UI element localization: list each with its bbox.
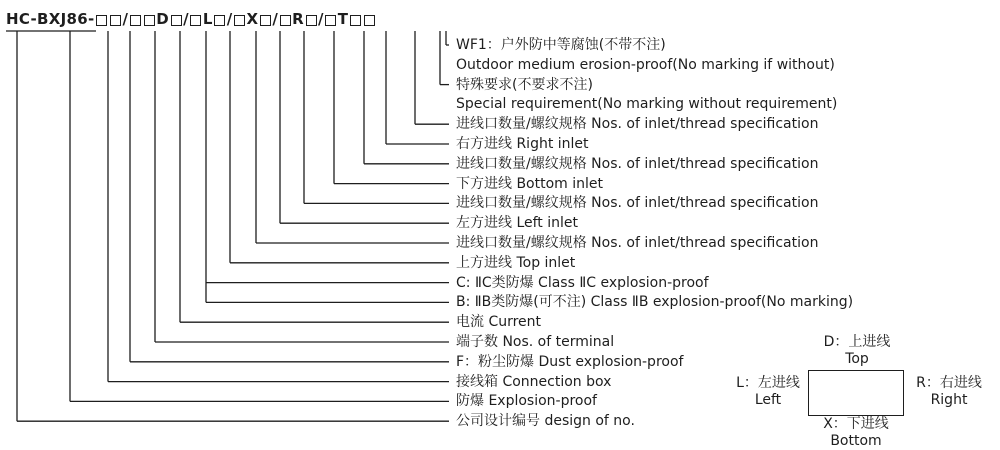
code-explanation-1: Outdoor medium erosion-proof(No marking if without) [456, 56, 835, 73]
code-segment: / [122, 10, 129, 28]
code-segment: / [318, 10, 324, 28]
code-explanation-18: 防爆 Explosion-proof [456, 393, 597, 410]
code-explanation-8: 进线口数量/螺纹规格 Nos. of inlet/thread specification [456, 195, 819, 212]
top-inlet-cn: D：上进线 [823, 334, 891, 350]
code-explanation-2: 特殊要求(不要求不注) [456, 76, 593, 93]
bottom-inlet-en: Bottom [830, 433, 882, 449]
code-explanation-9: 左方进线 Left inlet [456, 215, 578, 232]
right-inlet-en: Right [930, 392, 968, 408]
code-explanation-16: F：粉尘防爆 Dust explosion-proof [456, 353, 684, 370]
code-explanation-11: 上方进线 Top inlet [456, 254, 576, 271]
right-inlet-label [906, 375, 992, 409]
code-explanation-4: 进线口数量/螺纹规格 Nos. of inlet/thread specification [456, 116, 819, 133]
code-explanation-10: 进线口数量/螺纹规格 Nos. of inlet/thread specification [456, 235, 819, 251]
code-segment: / [183, 10, 189, 28]
top-inlet-en: Top [845, 351, 869, 367]
enclosure-outline [808, 370, 904, 416]
code-explanation-12: C: ⅡC类防爆 Class ⅡC explosion-proof [456, 274, 709, 291]
code-segment: X [246, 10, 259, 28]
left-inlet-label [728, 375, 808, 409]
right-inlet-cn: R：右进线 [916, 375, 982, 391]
code-explanation-17: 接线箱 Connection box [456, 373, 612, 390]
code-explanation-19: 公司设计编号 design of no. [456, 413, 635, 430]
code-segment: D [156, 10, 170, 28]
code-explanation-3: Special requirement(No marking without requirement) [456, 96, 838, 113]
left-inlet-cn: L：左进线 [736, 375, 800, 391]
code-explanation-15: 端子数 Nos. of terminal [456, 334, 615, 350]
bottom-inlet-label [810, 416, 902, 450]
code-segment: T [337, 10, 349, 28]
code-explanation-0: WF1：户外防中等腐蚀(不带不注) [456, 37, 666, 53]
left-inlet-en: Left [754, 392, 782, 408]
code-explanation-7: 下方进线 Bottom inlet [456, 175, 604, 192]
code-segment: HC-BXJ86- [6, 10, 95, 28]
code-explanation-5: 右方进线 Right inlet [456, 136, 589, 152]
code-segment: L [202, 10, 213, 28]
bottom-inlet-cn: X：下进线 [823, 416, 889, 432]
code-segment: R [292, 10, 304, 28]
code-explanation-6: 进线口数量/螺纹规格 Nos. of inlet/thread specification [456, 155, 819, 172]
code-segment: / [272, 10, 279, 28]
code-segment: / [226, 10, 233, 28]
code-explanation-14: 电流 Current [456, 314, 542, 331]
top-inlet-label [815, 334, 899, 368]
code-explanation-13: B: ⅡB类防爆(可不注) Class ⅡB explosion-proof(No marking) [456, 294, 854, 311]
